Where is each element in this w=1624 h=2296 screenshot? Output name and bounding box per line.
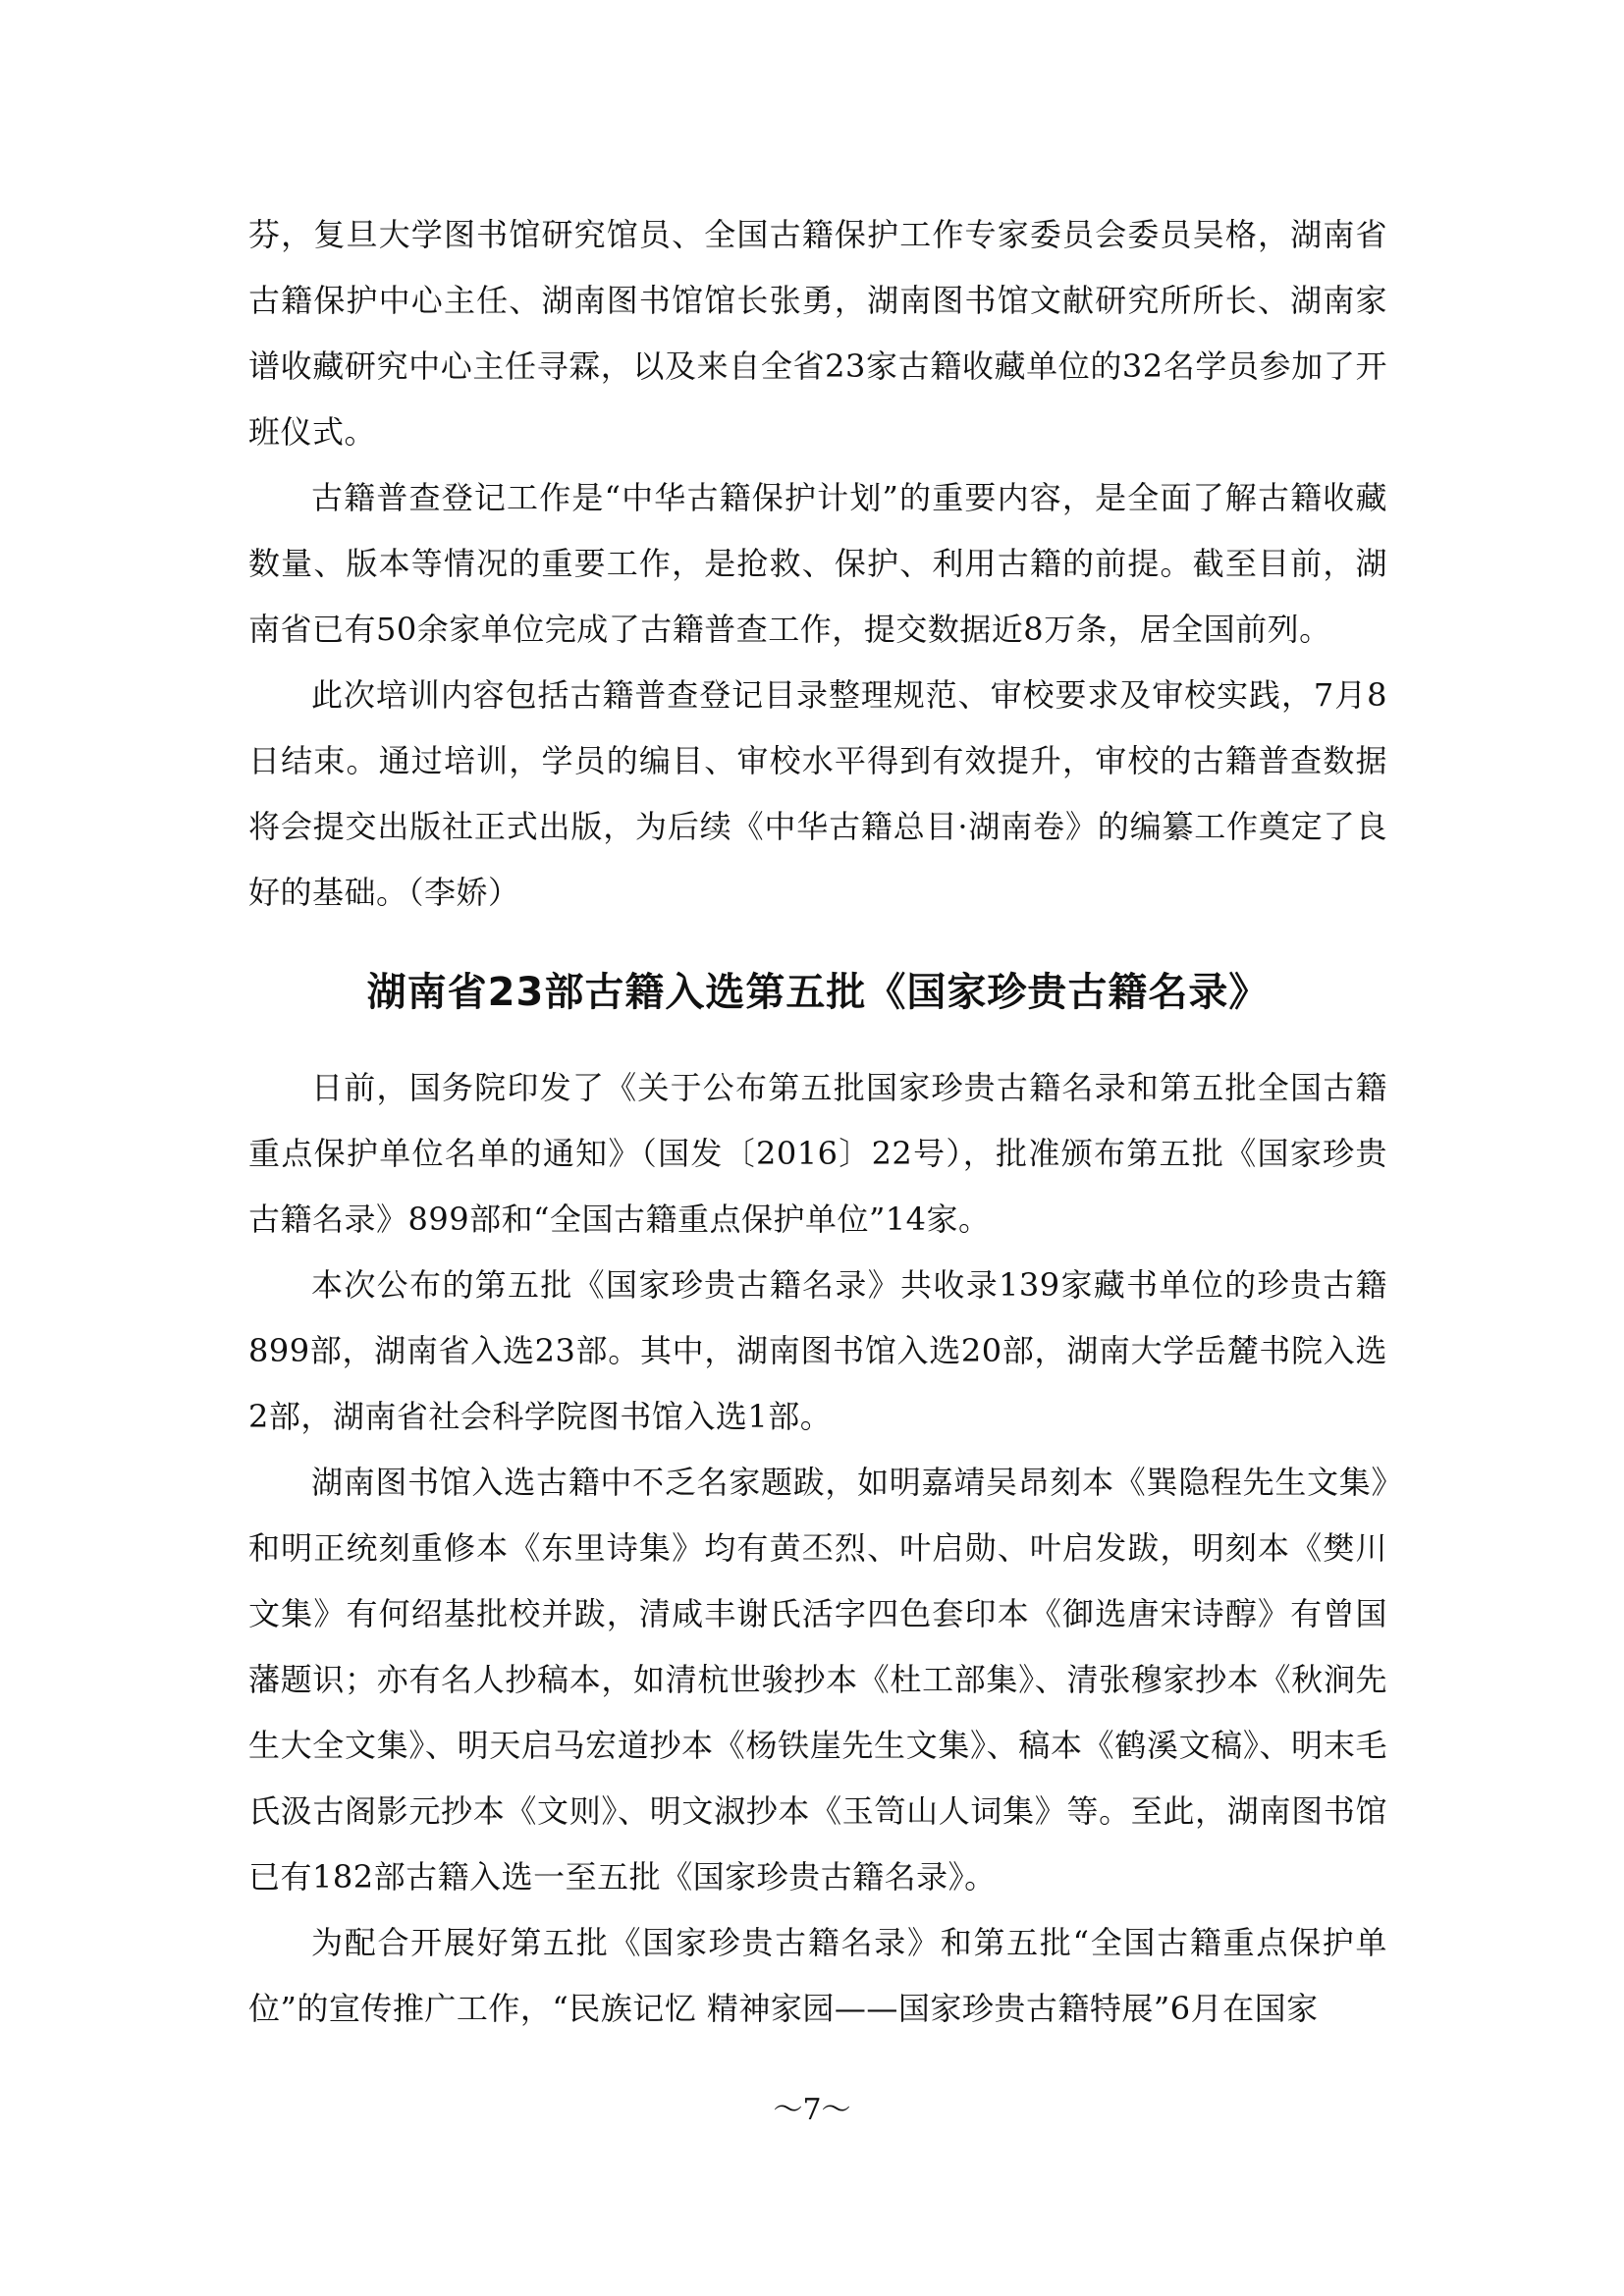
paragraph-exhibition: 为配合开展好第五批《国家珍贵古籍名录》和第五批“全国古籍重点保护单位”的宣传推广工作，“民族记忆 精神家园——国家珍贵古籍特展”6月在国家 [248, 1924, 1387, 2027]
paragraph-notable-books: 湖南图书馆入选古籍中不乏名家题跋，如明嘉靖吴昂刻本《巽隐程先生文集》和明正统刻重修本《东里诗集》均有黄丕烈、叶启勋、叶启发跋，明刻本《樊川文集》有何绍基批校并跋，清咸丰谢氏活字四色套印本《御选唐宋诗醇》有曾国藩题识；亦有名人抄稿本，如清杭世骏抄本《杜工部集》、清张穆家抄本《秋涧先生大全文集》、明天启马宏道抄本《杨铁崖先生文集》、稿本《鹤溪文稿》、明末毛氏汲古阁影元抄本《文则》、明文淑抄本《玉笥山人词集》等。至此，湖南图书馆已有182部古籍入选一至五批《国家珍贵古籍名录》。 [248, 1464, 1387, 1896]
article-heading: 湖南省23部古籍入选第五批《国家珍贵古籍名录》 [366, 970, 1270, 1015]
page-number: ～7～ [773, 2093, 851, 2127]
paragraph-hunan-selected: 本次公布的第五批《国家珍贵古籍名录》共收录139家藏书单位的珍贵古籍899部，湖南省入选23部。其中，湖南图书馆入选20部，湖南大学岳麓书院入选2部，湖南省社会科学院图书馆入选1部。 [248, 1266, 1387, 1435]
paragraph-state-council-notice: 日前，国务院印发了《关于公布第五批国家珍贵古籍名录和第五批全国古籍重点保护单位名单的通知》（国发〔2016〕22号），批准颁布第五批《国家珍贵古籍名录》899部和“全国古籍重点保护单位”14家。 [248, 1069, 1387, 1238]
page-content [248, 202, 1387, 2042]
paragraph-census-work: 古籍普查登记工作是“中华古籍保护计划”的重要内容，是全面了解古籍收藏数量、版本等情况的重要工作，是抢救、保护、利用古籍的前提。截至目前，湖南省已有50余家单位完成了古籍普查工作，提交数据近8万条，居全国前列。 [248, 479, 1387, 648]
paragraph-training-content: 此次培训内容包括古籍普查登记目录整理规范、审校要求及审校实践，7月8日结束。通过培训，学员的编目、审校水平得到有效提升，审校的古籍普查数据将会提交出版社正式出版，为后续《中华古籍总目·湖南卷》的编纂工作奠定了良好的基础。（李娇） [248, 676, 1387, 911]
paragraph-opening-attendees: 芬，复旦大学图书馆研究馆员、全国古籍保护工作专家委员会委员吴格，湖南省古籍保护中心主任、湖南图书馆馆长张勇，湖南图书馆文献研究所所长、湖南家谱收藏研究中心主任寻霖，以及来自全省23家古籍收藏单位的32名学员参加了开班仪式。 [248, 216, 1387, 451]
